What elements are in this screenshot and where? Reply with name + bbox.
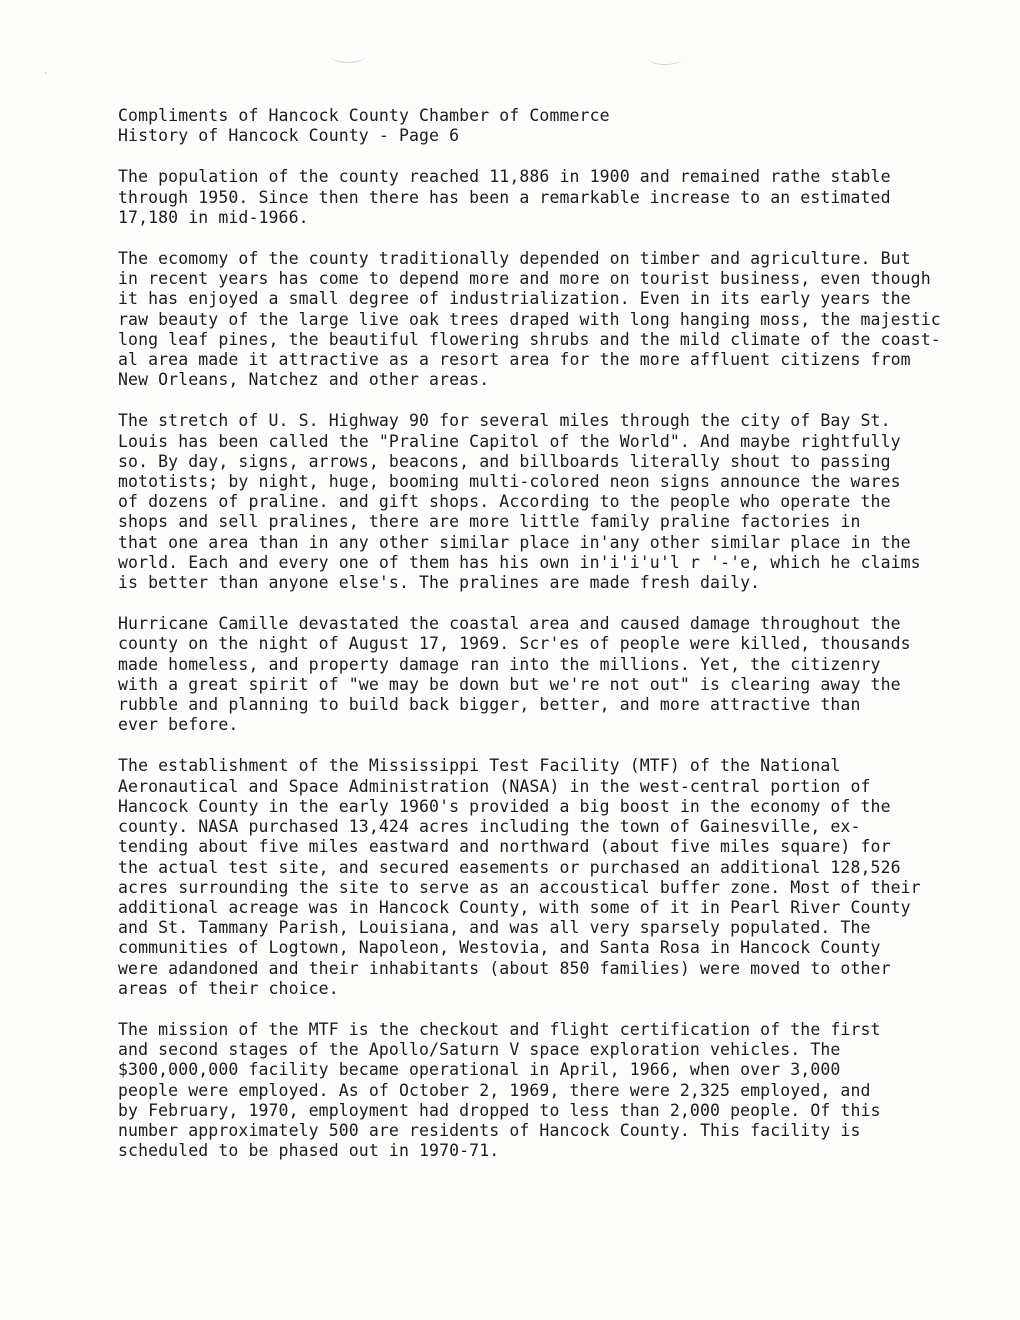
text-line: The population of the county reached 11,886 in 1900 and remained rathe stable [118,167,891,187]
text-line: communities of Logtown, Napoleon, Westovia, and Santa Rosa in Hancock County [118,938,881,958]
paragraph-population [118,167,908,228]
text-line: New Orleans, Natchez and other areas. [118,370,490,390]
paper-smudge [330,48,366,63]
text-line: additional acreage was in Hancock County, with some of it in Pearl River County [118,897,911,917]
text-line: shops and sell pralines, there are more little family praline factories in [118,512,861,532]
text-line: through 1950. Since then there has been a remarkable increase to an estimated [118,187,891,207]
text-line: people were employed. As of October 2, 1969, there were 2,325 employed, and [118,1080,871,1100]
text-line: areas of their choice. [118,978,339,998]
text-line: The stretch of U. S. Highway 90 for several miles through the city of Bay St. [118,411,891,431]
text-line: The establishment of the Mississippi Test Facility (MTF) of the National [118,756,841,776]
text-line: that one area than in any other similar place in'any other similar place in the [118,532,911,552]
text-line: al area made it attractive as a resort area for the more affluent citizens from [118,350,911,370]
text-line: long leaf pines, the beautiful flowering shrubs and the mild climate of the coast- [118,329,941,349]
text-line: tending about five miles eastward and northward (about five miles square) for [118,837,891,857]
paper-smudge [648,52,682,65]
paper-speck: · [44,69,47,79]
header-compliments-line: Compliments of Hancock County Chamber of Commerce [118,106,610,125]
text-line: were adandoned and their inhabitants (about 850 families) were moved to other [118,958,891,978]
text-line: $300,000,000 facility became operational in April, 1966, when over 3,000 [118,1060,841,1080]
text-line: The mission of the MTF is the checkout and flight certification of the first [118,1019,881,1039]
text-line: ever before. [118,715,239,735]
header-page-title: History of Hancock County - Page 6 [118,126,460,146]
text-line: with a great spirit of "we may be down but we're not out" is clearing away the [118,674,901,694]
text-line: The ecomomy of the county traditionally depended on timber and agriculture. But [118,249,911,269]
text-line: 17,180 in mid-1966. [118,207,309,227]
text-line: made homeless, and property damage ran into the millions. Yet, the citizenry [118,654,881,674]
text-line: Hurricane Camille devastated the coastal area and caused damage throughout the [118,614,901,634]
text-line: and St. Tammany Parish, Louisiana, and was all very sparsely populated. The [118,918,871,938]
document-header [118,106,908,146]
text-line: Hancock County in the early 1960's provided a big boost in the economy of the [118,796,891,816]
paragraph-hurricane-camille [118,614,911,735]
paragraph-test-facility [118,756,921,998]
text-line: the actual test site, and secured easements or purchased an additional 128,526 [118,857,901,877]
text-line: is better than anyone else's. The pralines are made fresh daily. [118,573,761,593]
text-line: world. Each and every one of them has his own in'i'i'u'l r '-'e, which he claims [118,552,921,572]
text-line: so. By day, signs, arrows, beacons, and billboards literally shout to passing [118,451,891,471]
text-line: by February, 1970, employment had dropped to less than 2,000 people. Of this [118,1100,881,1120]
text-line: in recent years has come to depend more and more on tourist business, even though [118,269,931,289]
text-line: county on the night of August 17, 1969. Scr'es of people were killed, thousands [118,634,911,654]
text-line: Aeronautical and Space Administration (NASA) in the west-central portion of [118,776,871,796]
text-line: of dozens of praline. and gift shops. According to the people who operate the [118,492,891,512]
document-body [118,106,941,1182]
text-line: number approximately 500 are residents of Hancock County. This facility is [118,1120,861,1140]
text-line: county. NASA purchased 13,424 acres including the town of Gainesville, ex- [118,817,861,837]
paragraph-mtf-mission [118,1020,908,1161]
text-line: raw beauty of the large live oak trees draped with long hanging moss, the majestic [118,309,941,329]
text-line: rubble and planning to build back bigger, better, and more attractive than [118,695,861,715]
text-line: Louis has been called the "Praline Capitol of the World". And maybe rightfully [118,431,901,451]
text-line: acres surrounding the site to serve as an accoustical buffer zone. Most of their [118,877,921,897]
text-line: it has enjoyed a small degree of industrialization. Even in its early years the [118,289,911,309]
text-line: scheduled to be phased out in 1970-71. [118,1141,500,1161]
paragraph-highway-90 [118,411,921,593]
text-line: and second stages of the Apollo/Saturn V space exploration vehicles. The [118,1040,841,1060]
text-line: mototists; by night, huge, booming multi-colored neon signs announce the wares [118,472,901,492]
paragraph-economy [118,249,941,390]
